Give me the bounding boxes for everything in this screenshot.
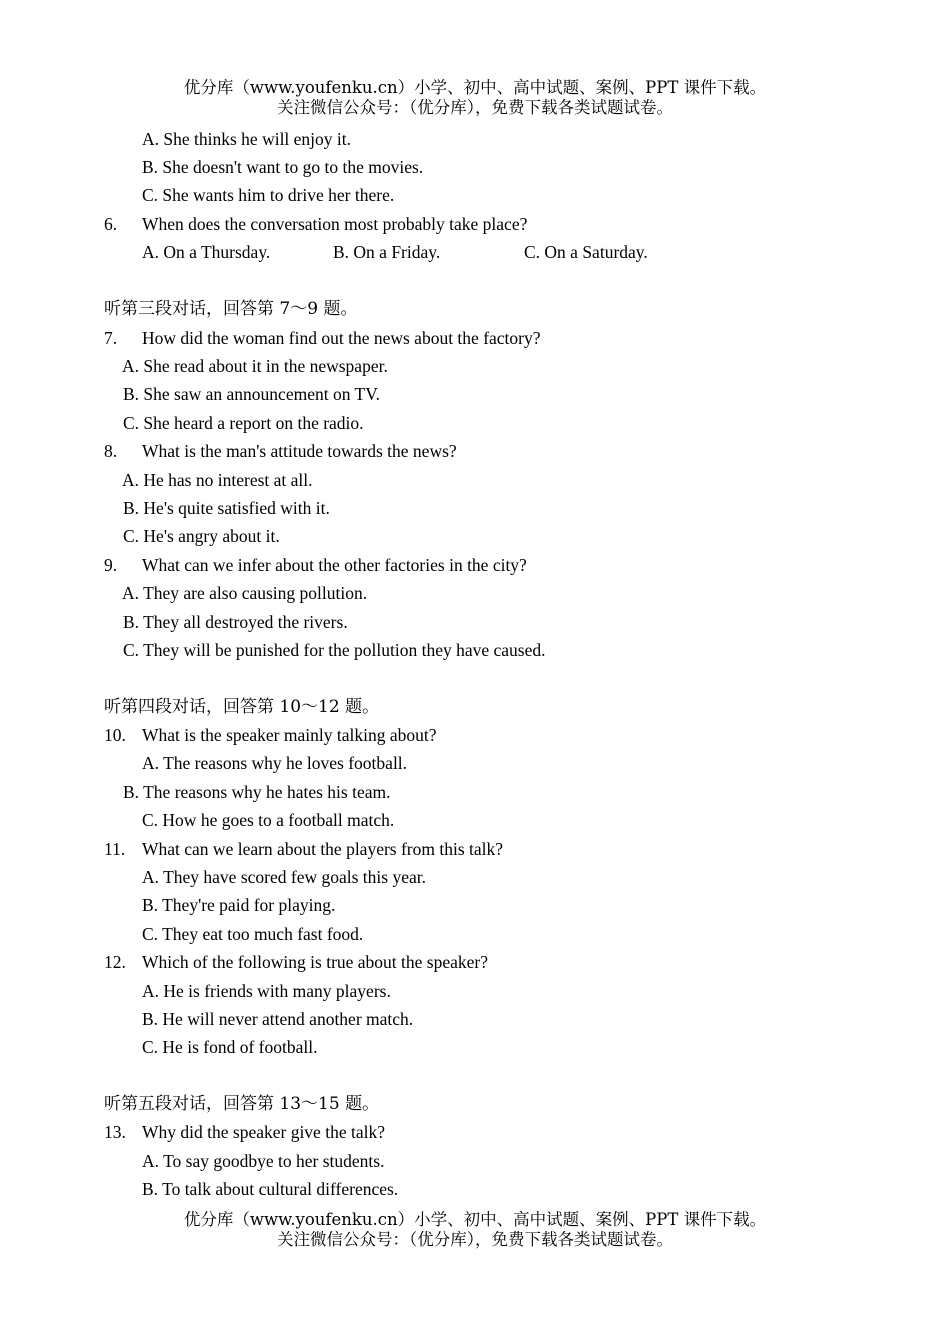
- q9-option-c: C. They will be punished for the pollution they have caused.: [123, 640, 546, 660]
- q7-number: 7.: [104, 328, 118, 348]
- q12-option-b: B. He will never attend another match.: [142, 1009, 414, 1029]
- q9-text: What can we infer about the other factories in the city?: [142, 555, 527, 575]
- q12-number: 12.: [104, 952, 126, 972]
- q11-text: What can we learn about the players from this talk?: [142, 839, 504, 859]
- q7-option-c: C. She heard a report on the radio.: [123, 413, 364, 433]
- q6-option-a: A. On a Thursday.: [142, 242, 271, 262]
- q13-option-a: A. To say goodbye to her students.: [142, 1151, 385, 1171]
- q11-option-a: A. They have scored few goals this year.: [142, 867, 426, 887]
- page-footer-line1: 优分库（www.youfenku.cn）小学、初中、高中试题、案例、PPT 课件下载。: [183, 1210, 767, 1229]
- q6-text: When does the conversation most probably take place?: [142, 214, 528, 234]
- q8-text: What is the man's attitude towards the news?: [142, 441, 457, 461]
- q7-text: How did the woman find out the news about the factory?: [142, 328, 541, 348]
- q11-number: 11.: [104, 839, 126, 859]
- q9-number: 9.: [104, 555, 118, 575]
- q8-number: 8.: [104, 441, 118, 461]
- q12-option-c: C. He is fond of football.: [142, 1037, 318, 1057]
- page-header-line1: 优分库（www.youfenku.cn）小学、初中、高中试题、案例、PPT 课件下载。: [183, 78, 767, 97]
- q5-option-a: A. She thinks he will enjoy it.: [142, 129, 352, 149]
- q8-option-c: C. He's angry about it.: [123, 526, 280, 546]
- q8-option-a: A. He has no interest at all.: [122, 470, 313, 490]
- q13-text: Why did the speaker give the talk?: [142, 1122, 385, 1142]
- q12-text: Which of the following is true about the speaker?: [142, 952, 489, 972]
- q6-number: 6.: [104, 214, 118, 234]
- q8-option-b: B. He's quite satisfied with it.: [123, 498, 330, 518]
- q11-option-c: C. They eat too much fast food.: [142, 924, 364, 944]
- q5-option-b: B. She doesn't want to go to the movies.: [142, 157, 424, 177]
- q13-option-b: B. To talk about cultural differences.: [142, 1179, 399, 1199]
- q7-option-b: B. She saw an announcement on TV.: [123, 384, 380, 404]
- q10-option-b: B. The reasons why he hates his team.: [123, 782, 391, 802]
- q10-option-a: A. The reasons why he loves football.: [142, 753, 408, 773]
- q10-option-c: C. How he goes to a football match.: [142, 810, 395, 830]
- q9-option-b: B. They all destroyed the rivers.: [123, 612, 348, 632]
- page-footer-line2: 关注微信公众号：（优分库），免费下载各类试题试卷。: [277, 1230, 673, 1249]
- section-3-heading: 听第三段对话，回答第 7～9 题。: [104, 299, 358, 319]
- section-4-heading: 听第四段对话，回答第 10～12 题。: [104, 697, 380, 717]
- q9-option-a: A. They are also causing pollution.: [122, 583, 368, 603]
- q13-number: 13.: [104, 1122, 126, 1142]
- page-header-line2: 关注微信公众号：（优分库），免费下载各类试题试卷。: [277, 98, 673, 117]
- q10-number: 10.: [104, 725, 126, 745]
- q10-text: What is the speaker mainly talking about?: [142, 725, 437, 745]
- q6-option-b: B. On a Friday.: [333, 242, 441, 262]
- q11-option-b: B. They're paid for playing.: [142, 895, 336, 915]
- q7-option-a: A. She read about it in the newspaper.: [122, 356, 388, 376]
- q5-option-c: C. She wants him to drive her there.: [142, 185, 395, 205]
- section-5-heading: 听第五段对话，回答第 13～15 题。: [104, 1094, 380, 1114]
- q12-option-a: A. He is friends with many players.: [142, 981, 391, 1001]
- q6-option-c: C. On a Saturday.: [524, 242, 648, 262]
